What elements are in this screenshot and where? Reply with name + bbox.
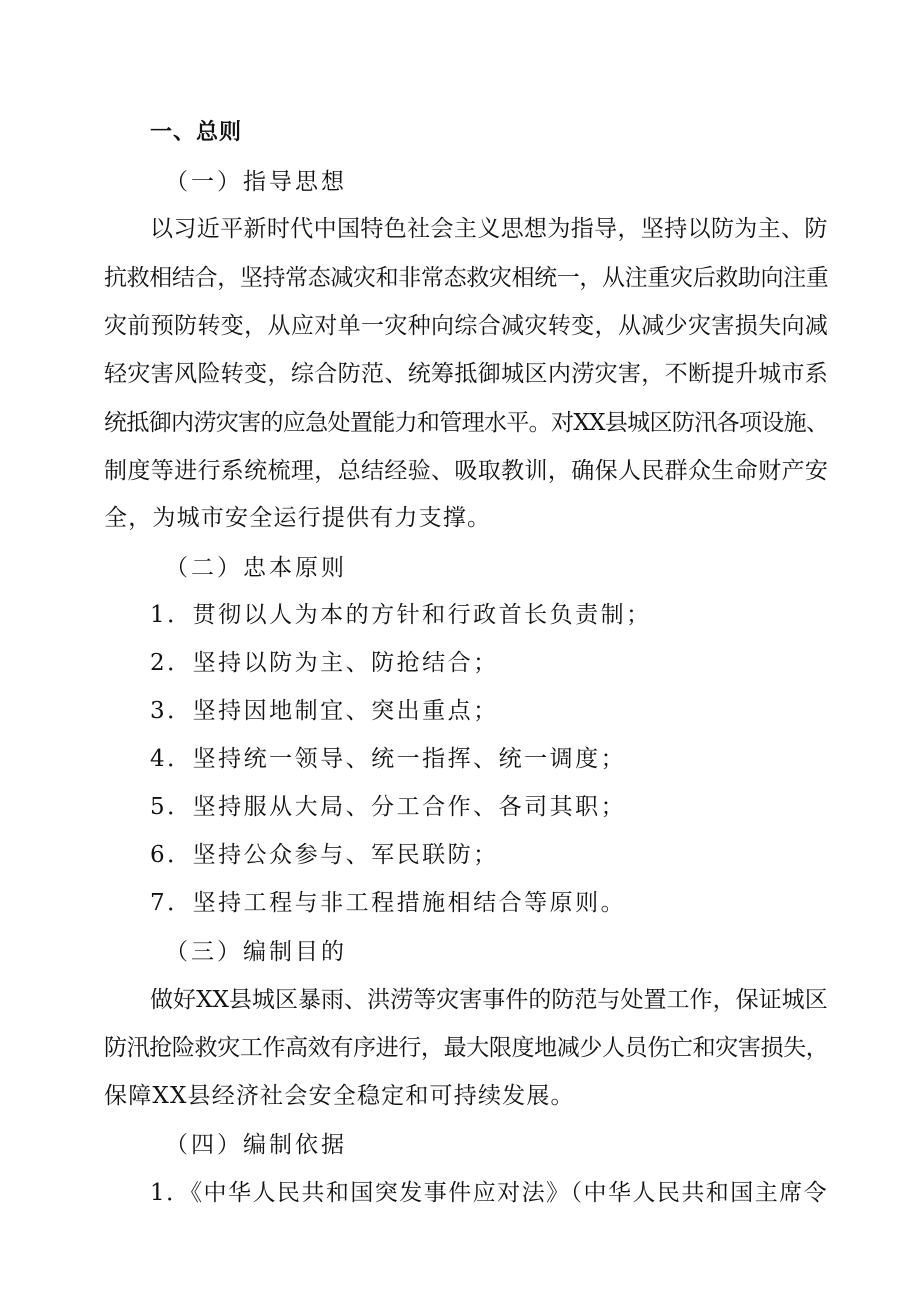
paragraph-line: 防汛抢险救灾工作高效有序进行，最大限度地减少人员伤亡和灾害损失， [104, 1035, 829, 1061]
paragraph-line: 统抵御内涝灾害的应急处置能力和管理水平。对XX县城区防汛各项设施、 [104, 410, 829, 436]
list-item: 4．坚持统一领导、统一指挥、统一调度； [150, 746, 627, 772]
section-title-purpose: （三）编制目的 [165, 939, 347, 965]
paragraph-line: 保障XX县经济社会安全稳定和可持续发展。 [104, 1083, 575, 1109]
paragraph-line: 轻灾害风险转变，综合防范、统筹抵御城区内涝灾害，不断提升城市系 [104, 361, 829, 387]
paragraph-line: 灾前预防转变，从应对单一灾种向综合减灾转变，从减少灾害损失向减 [104, 313, 829, 339]
list-item: 6．坚持公众参与、军民联防； [150, 842, 499, 868]
paragraph-line: 抗救相结合，坚持常态减灾和非常态救灾相统一，从注重灾后救助向注重 [104, 265, 829, 291]
paragraph-line: 全，为城市安全运行提供有力支撑。 [104, 505, 492, 531]
list-item: 5．坚持服从大局、分工合作、各司其职； [150, 794, 627, 820]
list-item: 7．坚持工程与非工程措施相结合等原则。 [150, 890, 627, 916]
chapter-heading: 一、总则 [150, 120, 243, 145]
paragraph-line: 以习近平新时代中国特色社会主义思想为指导，坚持以防为主、防 [150, 216, 828, 242]
paragraph-line: 制度等进行系统梳理，总结经验、吸取教训，确保人民群众生命财产安 [104, 458, 829, 484]
section-title-guiding-ideology: （一）指导思想 [165, 169, 347, 195]
list-item: 1．贯彻以人为本的方针和行政首长负责制； [150, 602, 652, 628]
list-item: 3．坚持因地制宜、突出重点； [150, 698, 499, 724]
section-title-basis: （四）编制依据 [165, 1132, 347, 1158]
list-item: 1．《中华人民共和国突发事件应对法》（中华人民共和国主席令 [150, 1180, 829, 1206]
list-item: 2．坚持以防为主、防抢结合； [150, 650, 499, 676]
paragraph-line: 做好XX县城区暴雨、洪涝等灾害事件的防范与处置工作，保证城区 [150, 987, 828, 1013]
section-title-basic-principles: （二）忠本原则 [165, 555, 347, 581]
